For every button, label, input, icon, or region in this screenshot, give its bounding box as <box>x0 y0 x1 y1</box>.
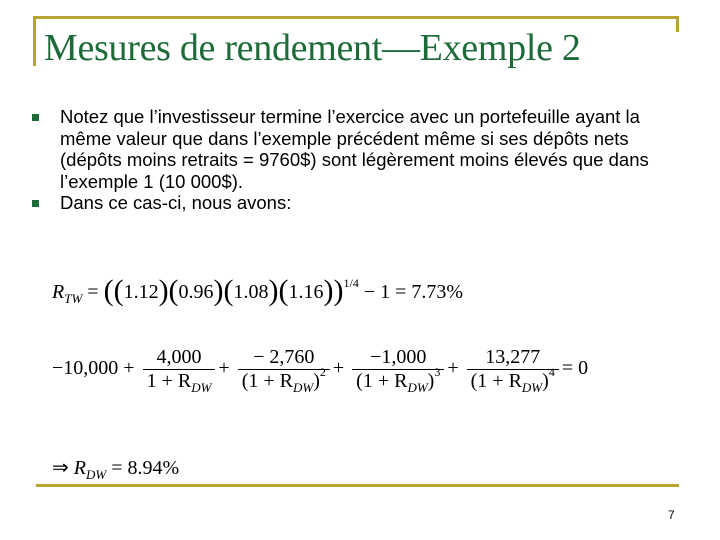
eq2-denominator: $(1 + R_{DW})^2$ <box>238 369 330 393</box>
eq3-result: = 8.94% <box>111 457 180 479</box>
frame-right-line <box>676 16 679 32</box>
eq1-result: 7.73% <box>411 281 464 303</box>
eq1-minus-one: − 1 = <box>363 281 407 303</box>
bullet-text: Notez que l’investisseur termine l’exercice avec un portefeuille ayant la même valeur que dans l’exemple précédent même si ses dépôts nets (dépôts moins retraits = 9760$) sont légèrement moins élevés que dans l’exemple 1 (10 000$). <box>60 106 649 192</box>
eq2-denominator: $1 + R_{DW}$ <box>143 369 216 393</box>
eq2-fraction <box>467 346 559 393</box>
equation-time-weighted-return: $R_{TW} = ((1.12)(0.96)(1.08)(1.16))^{1/4} - 1 = 7.73\%$ <box>52 274 464 307</box>
bullet-square-icon <box>32 200 39 207</box>
bullet-list <box>32 106 662 214</box>
frame-bottom-line <box>36 484 679 487</box>
eq2-fraction <box>352 346 444 393</box>
eq2-fraction <box>238 346 330 393</box>
eq1-exponent: 1/4 <box>343 276 359 290</box>
eq3-var: R <box>73 457 86 479</box>
eq1-factor: 0.96 <box>178 281 214 303</box>
eq2-numerator: −1,000 <box>370 346 427 368</box>
eq3-sub: DW <box>85 467 107 482</box>
equation-dollar-weighted <box>52 346 588 393</box>
eq2-plus: + <box>332 357 345 380</box>
eq1-var: R <box>52 281 65 303</box>
implies-arrow-icon: ⇒ <box>52 457 69 479</box>
eq1-sub: TW <box>64 291 83 306</box>
eq2-initial: −10,000 + <box>52 357 135 380</box>
eq2-denominator: $(1 + R_{DW})^3$ <box>352 369 444 393</box>
frame-top-line <box>33 16 679 19</box>
eq2-plus: + <box>447 357 459 380</box>
slide-title: Mesures de rendement—Exemple 2 <box>44 27 581 69</box>
eq2-fraction <box>143 346 216 393</box>
eq2-numerator: 13,277 <box>485 346 541 368</box>
eq2-numerator: − 2,760 <box>253 346 315 368</box>
bullet-item <box>32 192 662 214</box>
eq1-factor: 1.12 <box>123 281 159 303</box>
eq2-numerator: 4,000 <box>156 346 202 368</box>
page-number: 7 <box>668 508 675 522</box>
equation-result <box>52 455 179 480</box>
bullet-item <box>32 106 662 192</box>
eq2-denominator: $(1 + R_{DW})^4$ <box>467 369 559 393</box>
bullet-text: Dans ce cas-ci, nous avons: <box>60 192 292 213</box>
eq2-plus: + <box>218 357 230 380</box>
bullet-square-icon <box>32 114 39 121</box>
frame-left-line <box>33 16 36 66</box>
eq1-factor: 1.08 <box>233 281 269 303</box>
eq1-factor: 1.16 <box>288 281 324 303</box>
eq2-equals: = 0 <box>561 357 589 380</box>
